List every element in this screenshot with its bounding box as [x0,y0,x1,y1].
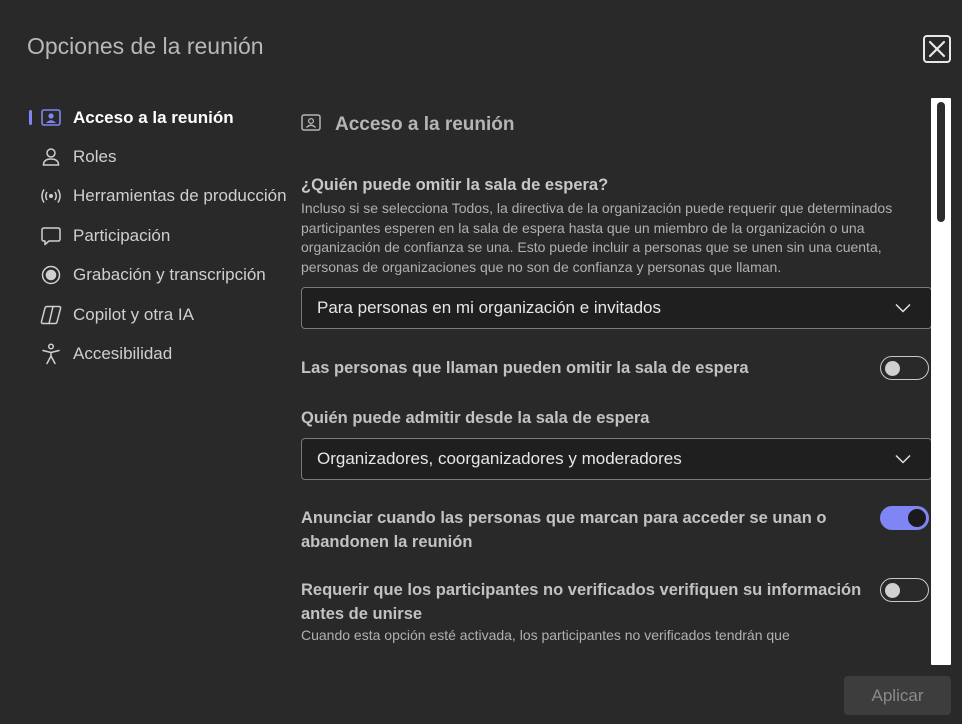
broadcast-icon [40,185,62,207]
sidebar-item-label: Copilot y otra IA [73,304,194,324]
settings-content [301,100,933,665]
section-title: Acceso a la reunión [335,114,515,135]
verify-label: Requerir que los participantes no verificados verifiquen su información antes de unirse [301,581,862,624]
verify-toggle[interactable] [880,578,929,602]
sidebar-item-herramientas[interactable] [26,177,291,216]
close-icon [928,40,946,58]
announce-row [301,506,933,554]
announce-label: Anunciar cuando las personas que marcan para acceder se unan o abandonen la reunión [301,509,827,552]
sidebar-item-label: Acceso a la reunión [73,107,234,127]
sidebar-item-grabacion[interactable] [26,256,291,295]
sidebar-item-accesibilidad[interactable] [26,334,291,373]
section-header [301,114,933,136]
lobby-bypass-dropdown[interactable] [301,287,932,329]
sidebar-item-label: Herramientas de producción [73,186,287,206]
sidebar-item-participacion[interactable] [26,216,291,255]
admit-lobby-dropdown[interactable] [301,438,932,480]
sidebar-item-label: Accesibilidad [73,344,173,364]
person-icon [40,146,62,168]
apply-button[interactable]: Aplicar [844,676,951,715]
sidebar-item-acceso[interactable] [26,98,291,137]
close-button[interactable] [923,35,951,63]
active-indicator [29,110,32,125]
chevron-down-icon [895,303,911,313]
scrollbar-thumb[interactable] [937,102,945,222]
verify-description: Cuando esta opción esté activada, los participantes no verificados tendrán que [301,627,790,644]
dialin-bypass-toggle[interactable] [880,356,929,380]
content-scrollbar[interactable] [931,98,951,665]
person-card-icon [301,114,323,136]
announce-toggle[interactable] [880,506,929,530]
chat-icon [40,225,62,247]
sidebar-item-label: Participación [73,225,171,245]
copilot-icon [40,304,62,326]
accessibility-icon [40,343,62,365]
chevron-down-icon [895,454,911,464]
admit-lobby-title: Quién puede admitir desde la sala de espera [301,409,650,428]
verify-row [301,578,933,626]
dialin-bypass-label: Las personas que llaman pueden omitir la sala de espera [301,359,749,378]
toggle-knob [885,361,900,376]
dialog-title: Opciones de la reunión [27,33,264,59]
record-icon [40,264,62,286]
lobby-bypass-title: ¿Quién puede omitir la sala de espera? [301,176,609,194]
sidebar-item-roles[interactable] [26,137,291,176]
dropdown-value: Organizadores, coorganizadores y moderadores [317,449,682,469]
toggle-knob [885,583,900,598]
sidebar-item-label: Grabación y transcripción [73,265,266,285]
dropdown-value: Para personas en mi organización e invitados [317,298,661,318]
person-card-icon [40,107,62,129]
toggle-knob [908,509,926,527]
sidebar-item-copilot[interactable] [26,295,291,334]
dialin-bypass-row [301,356,933,380]
sidebar-nav [26,98,291,374]
sidebar-item-label: Roles [73,147,117,167]
lobby-bypass-description: Incluso si se selecciona Todos, la directiva de la organización puede requerir que determinados participantes esperen en la sala de espera hasta que un miembro de la organización o una organización de confianza se una. Esto puede incluir a personas que se unen sin una cuenta, personas de organizaciones que no son de confianza y personas que llaman. [301,200,893,275]
